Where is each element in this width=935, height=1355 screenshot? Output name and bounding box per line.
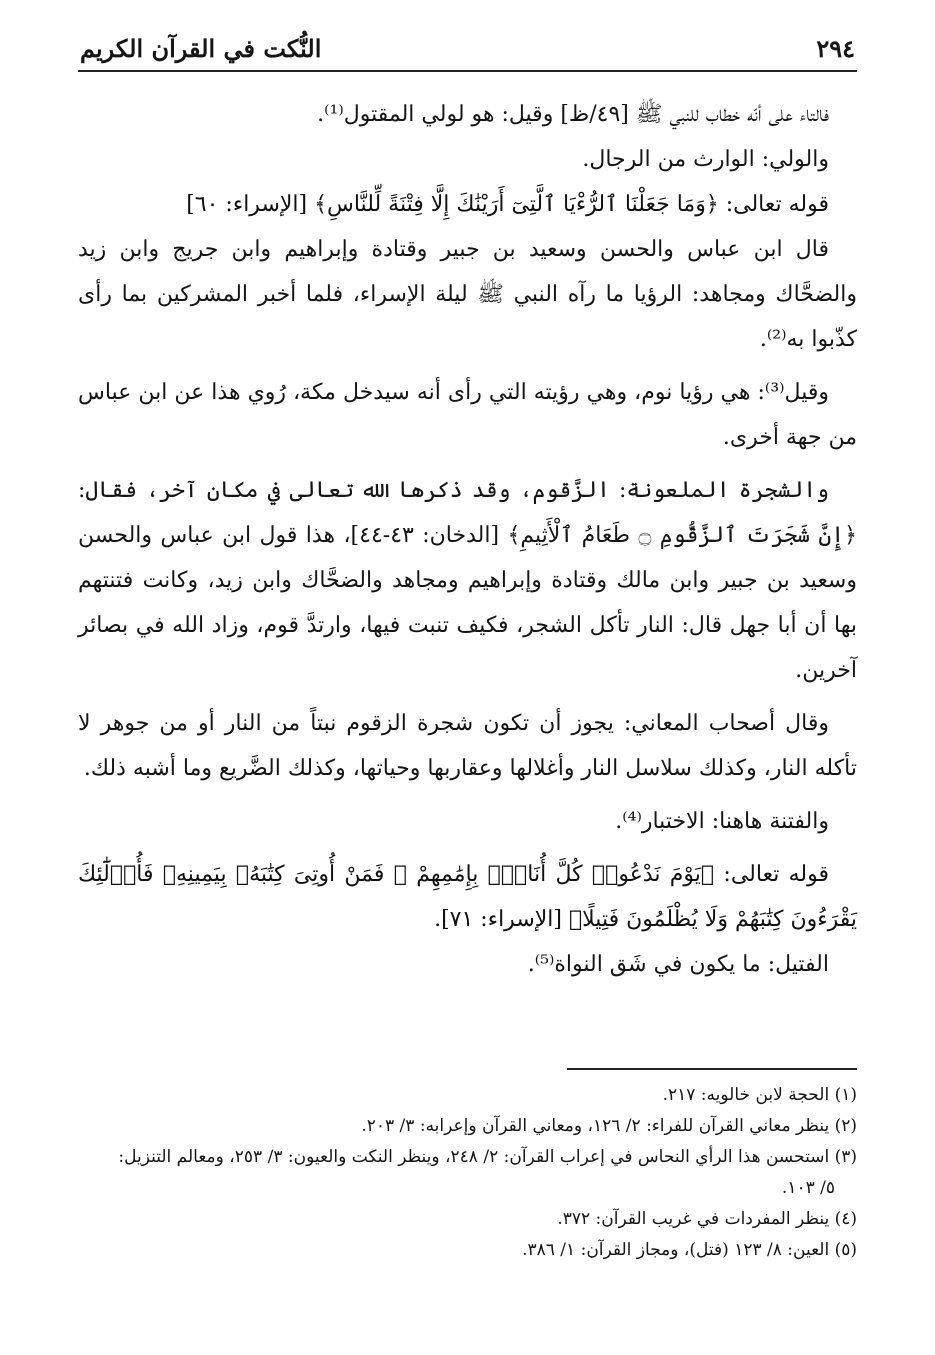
main-text bbox=[78, 92, 857, 987]
paragraph: والولي: الوارث من الرجال. bbox=[582, 147, 829, 172]
footnote-separator bbox=[567, 1068, 857, 1070]
paragraph: فالتاء على أنّه خطاب للنبي ﷺ [٤٩/ظ] وقيل: هو لولي المقتول⁽¹⁾. bbox=[317, 102, 829, 127]
footnote: (٥) العين: ٨/ ١٢٣ (فتل)، ومجاز القرآن: ١/ ٣٨٦. bbox=[522, 1240, 857, 1260]
footnote: (٣) استحسن هذا الرأي النحاس في إعراب القرآن: ٢/ ٢٤٨، وينظر النكت والعيون: ٣/ ٢٥٣، ومعالم التنزيل: bbox=[118, 1147, 857, 1167]
quran-verse-line: قوله تعالى: ﴿وَمَا جَعَلْنَا ٱلرُّءْيَا ٱلَّتِىٓ أَرَيْنَٰكَ إِلَّا فِتْنَةً لِّلنَّاسِ﴾ [الإسراء: ٦٠] bbox=[186, 192, 829, 217]
footnote-continuation: ٥/ ١٠٣. bbox=[781, 1178, 835, 1198]
paragraph: وقيل⁽³⁾: هي رؤيا نوم، وهي رؤيته التي رأى أنه سيدخل مكة، رُوي هذا عن ابن عباس من جهة أخرى. bbox=[78, 380, 857, 450]
paragraph: والشجرة الملعونة: الزَّقوم، وقد ذكرها الله تعالى في مكان آخر، فقال: ﴿إِنَّ شَجَرَتَ ٱلزَّقُّومِ ۝ طَعَامُ ٱلْأَثِيمِ﴾ [الدخان: ٤٣-٤٤]، هذا قول ابن عباس والحسن وسعيد بن جبير وابن مالك وقتادة وإبراهيم ومجاهد والضحَّاك وابن زيد، وكانت فتنتهم بها أن أبا جهل قال: النار تأكل الشجر، فكيف تنبت فيها، وارتدَّ قوم، وزاد الله في بصائر آخرين. bbox=[78, 478, 857, 683]
footnotes bbox=[78, 1080, 857, 1266]
running-title: النُّكت في القرآن الكريم bbox=[80, 34, 322, 63]
page-number: ٢٩٤ bbox=[816, 34, 855, 63]
quran-verse-paragraph: قوله تعالى: ﴿يَوْمَ نَدْعُوا۟ كُلَّ أُنَاسٍۭ بِإِمَٰمِهِمْ ۖ فَمَنْ أُوتِىَ كِتَٰبَهُۥ بِيَمِينِهِۦ فَأُو۟لَٰٓئِكَ يَقْرَءُونَ كِتَٰبَهُمْ وَلَا يُظْلَمُونَ فَتِيلًا﴾ [الإسراء: ٧١]. bbox=[78, 862, 857, 932]
paragraph: والفتنة هاهنا: الاختبار⁽⁴⁾. bbox=[615, 809, 829, 834]
page-header bbox=[78, 30, 857, 72]
paragraph: وقال أصحاب المعاني: يجوز أن تكون شجرة الزقوم نبتاً من النار أو من جوهر لا تأكله النار، وكذلك سلاسل النار وأغلالها وعقاربها وحياتها، وكذلك الضَّريع وما أشبه ذلك. bbox=[78, 711, 857, 781]
footnote: (٢) ينظر معاني القرآن للفراء: ٢/ ١٢٦، ومعاني القرآن وإعرابه: ٣/ ٢٠٣. bbox=[361, 1116, 857, 1136]
footnote: (٤) ينظر المفردات في غريب القرآن: ٣٧٢. bbox=[557, 1209, 857, 1229]
paragraph: الفتيل: ما يكون في شَق النواة⁽⁵⁾. bbox=[527, 952, 829, 977]
footnote: (١) الحجة لابن خالويه: ٢١٧. bbox=[662, 1085, 857, 1105]
paragraph: قال ابن عباس والحسن وسعيد بن جبير وقتادة وإبراهيم وابن جريج وابن زيد والضحَّاك ومجاهد: الرؤيا ما رآه النبي ﷺ ليلة الإسراء، فلما أخبر المشركين بما رأى كذّبوا به⁽²⁾. bbox=[78, 237, 857, 352]
